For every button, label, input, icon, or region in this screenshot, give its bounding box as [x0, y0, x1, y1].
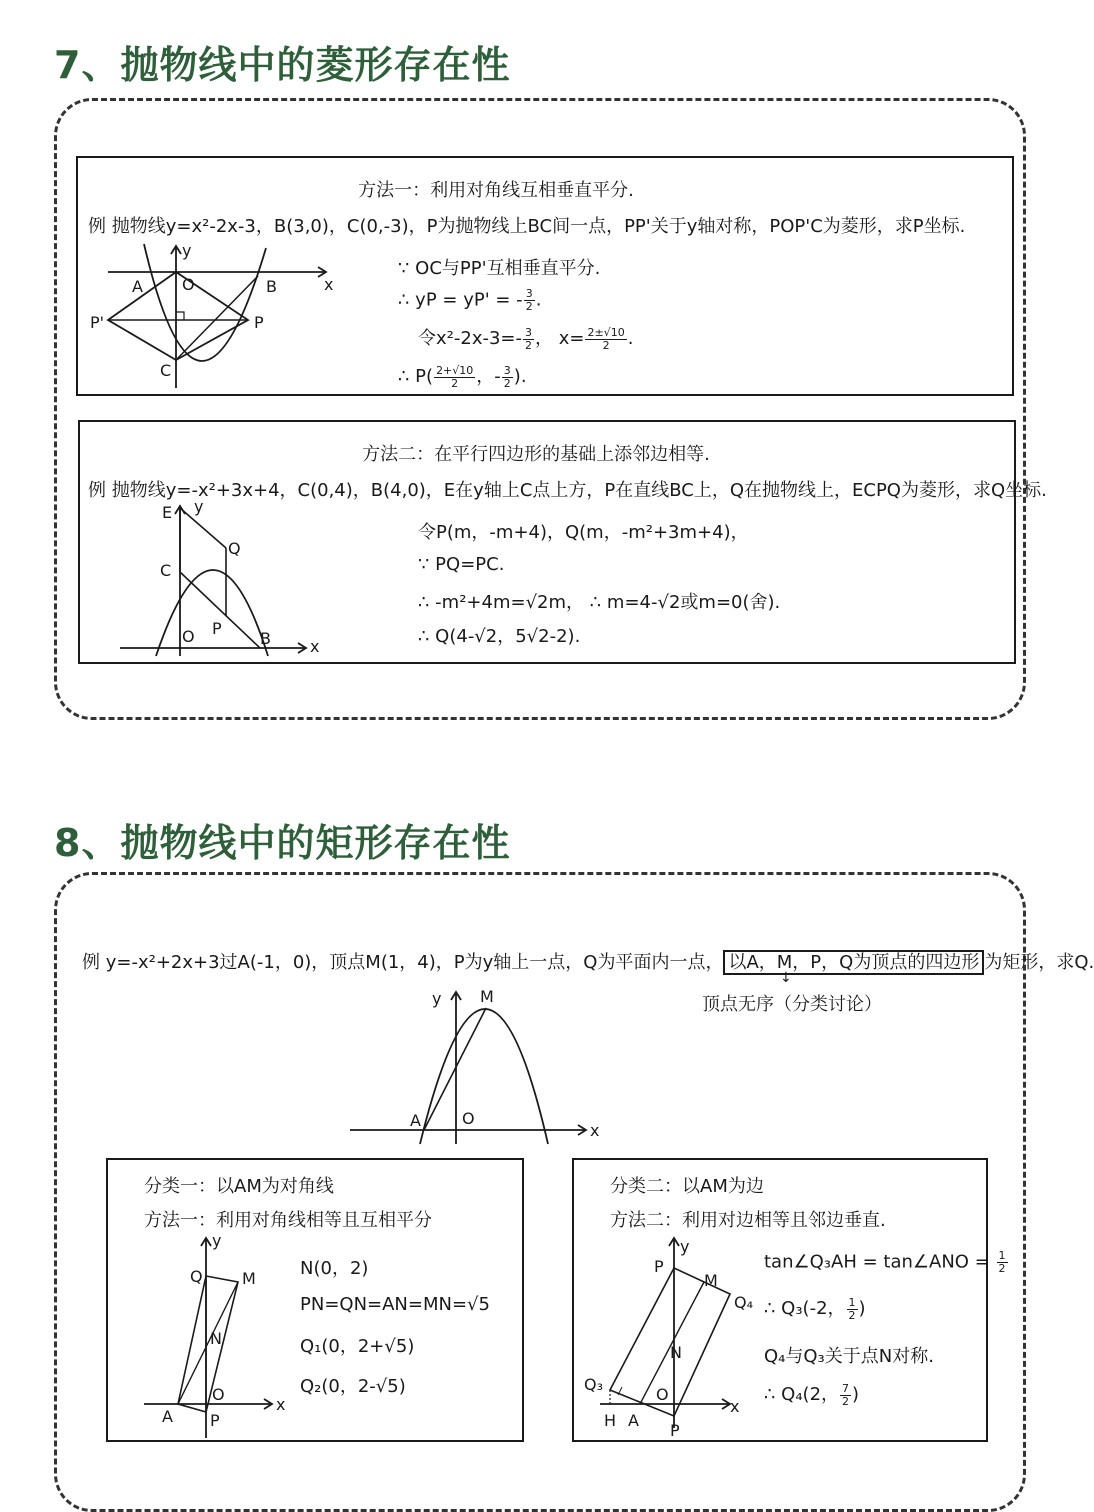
frac-num: 3 [503, 363, 511, 377]
fig1-label-p-prime: P' [90, 313, 105, 332]
problem-boxed-phrase: 以A，M，P，Q为顶点的四边形 [723, 950, 984, 975]
method-1-step-4 [398, 362, 527, 390]
step-3-mid: ， x= [535, 328, 585, 349]
problem-suffix: 为矩形，求Q. [984, 952, 1094, 973]
step-4-fraction-1 [434, 365, 475, 390]
step-3-text: 令x²-2x-3=- [418, 328, 522, 349]
frac-den: 2 [525, 300, 533, 313]
fig1-label-p: P [254, 313, 264, 332]
case2-label-q3: Q₃ [584, 1375, 604, 1394]
fig2-label-b: B [260, 629, 271, 648]
frac-den: 2 [842, 1394, 850, 1408]
step-4-sep: ，- [476, 366, 501, 387]
parabola-curve [420, 1009, 548, 1144]
case-2-line-3: Q₄与Q₃关于点N对称. [764, 1346, 934, 1367]
step-3-fraction-2 [585, 327, 626, 352]
parabola-curve [156, 570, 268, 656]
figure-case-2 [580, 1232, 760, 1440]
case1-label-y: y [212, 1231, 222, 1250]
figure-case-1 [140, 1232, 290, 1440]
case-2-method: 方法二：利用对边相等且邻边垂直. [610, 1210, 886, 1231]
case-1-line-3: Q₁(0，2+√5) [300, 1336, 415, 1357]
case1-label-o: O [212, 1385, 225, 1404]
case2-label-m: M [704, 1271, 718, 1290]
method-1-step-3: 令x²-2x-3=- $\frac{3}{2}$ ， x= $\frac{2\pm√10}{2}$ . [418, 325, 634, 352]
note-arrow: ↓ [780, 970, 792, 986]
case-2-heading: 分类二：以AM为边 [610, 1176, 764, 1197]
case1-label-q: Q [190, 1267, 203, 1286]
figure-main-parabola [346, 984, 616, 1148]
frac-num: 2+√10 [436, 363, 474, 377]
step-4-fraction-2 [502, 365, 513, 390]
fig2-label-o: O [182, 627, 195, 646]
frac-num: 3 [525, 287, 533, 300]
method-1-step-2: ∴ yP = yP' = - $\frac{3}{2}$ . [398, 287, 542, 313]
method-1-problem: 例 抛物线y=x²-2x-3，B(3,0)，C(0,-3)，P为抛物线上BC间一点，PP'关于y轴对称，POP'C为菱形，求P坐标. [88, 216, 966, 237]
fig2-label-c: C [160, 561, 172, 580]
case-2-line-1 [764, 1250, 1009, 1275]
line-4-text: ∴ Q₄(2， [764, 1384, 840, 1405]
section-8-problem [82, 948, 1094, 974]
case1-label-p: P [210, 1411, 220, 1430]
case2-label-h: H [604, 1411, 617, 1430]
step-4-text: ∴ P( [398, 366, 434, 387]
case2-label-y: y [680, 1237, 690, 1256]
case-1-line-1: N(0，2) [300, 1258, 369, 1279]
line-2-fraction [847, 1297, 858, 1322]
step-2-fraction [524, 288, 535, 313]
fig1-label-c: C [160, 361, 172, 380]
fig1-label-b: B [266, 277, 277, 296]
fig2-label-p: P [212, 619, 222, 638]
line-1-text: tan∠Q₃AH = tan∠ANO = [764, 1251, 996, 1273]
frac-den: 2 [602, 338, 610, 352]
case-1-heading: 分类一：以AM为对角线 [144, 1176, 334, 1197]
method-2-step-1: 令P(m，-m+4)，Q(m，-m²+3m+4)， [418, 522, 749, 543]
case2-label-p2: P [670, 1421, 680, 1440]
section-8-title: 8、抛物线中的矩形存在性 [54, 821, 511, 865]
case1-label-m: M [242, 1269, 256, 1288]
line-4-suffix: ) [852, 1384, 860, 1405]
case2-label-o: O [656, 1385, 669, 1404]
line-am [424, 1008, 486, 1130]
method-1-heading: 方法一：利用对角线互相垂直平分. [358, 180, 634, 201]
case-1-method: 方法一：利用对角线相等且互相平分 [144, 1210, 432, 1231]
case1-label-x: x [276, 1395, 286, 1414]
frac-den: 2 [525, 338, 532, 352]
step-3-fraction [523, 327, 534, 352]
method-2-step-2: ∵ PQ=PC. [418, 554, 505, 575]
frac-den: 2 [848, 1308, 856, 1322]
right-angle-mark [176, 312, 184, 320]
method-2-step-4: ∴ Q(4-√2，5√2-2). [418, 626, 581, 647]
case-2-line-2 [764, 1294, 866, 1322]
case-1-line-2: PN=QN=AN=MN=√5 [300, 1294, 490, 1315]
method-2-step-3: ∴ -m²+4m=√2m， ∴ m=4-√2或m=0(舍). [418, 592, 781, 613]
line-2-suffix: ) [858, 1298, 866, 1319]
case2-label-n: N [670, 1343, 682, 1362]
section-7-title: 7、抛物线中的菱形存在性 [54, 43, 511, 87]
fig2-label-y: y [194, 497, 204, 516]
fig2-label-q: Q [228, 539, 241, 558]
problem-prefix: 例 y=-x²+2x+3过A(-1，0)，顶点M(1，4)，P为y轴上一点，Q为平面内一点， [82, 952, 724, 973]
case2-label-p: P [654, 1257, 664, 1276]
case1-label-n: N [210, 1329, 222, 1348]
main-fig-label-a: A [410, 1111, 421, 1130]
fig1-label-y: y [182, 241, 192, 260]
line-1-fraction [997, 1250, 1008, 1275]
figure-rhombus-ecpq [110, 496, 340, 662]
rectangle-pq4pq3 [610, 1268, 730, 1416]
line-2-text: ∴ Q₃(-2， [764, 1298, 846, 1319]
case-1-line-4: Q₂(0，2-√5) [300, 1376, 406, 1397]
frac-num: 3 [525, 325, 532, 339]
fig2-label-e: E [162, 503, 173, 522]
frac-num: 1 [998, 1249, 1006, 1262]
fig1-label-o: O [182, 275, 195, 294]
main-fig-label-y: y [432, 989, 442, 1008]
fig1-label-x: x [324, 275, 334, 294]
main-fig-label-o: O [462, 1109, 475, 1128]
main-fig-label-x: x [590, 1121, 600, 1140]
frac-den: 2 [503, 376, 511, 390]
step-2-text: ∴ yP = yP' = - [398, 289, 523, 311]
frac-den: 2 [451, 376, 459, 390]
method-2-heading: 方法二：在平行四边形的基础上添邻边相等. [362, 444, 710, 465]
frac-num: 7 [842, 1381, 850, 1395]
figure-rhombus-parabola [88, 236, 348, 396]
diagonal-am [178, 1282, 238, 1404]
frac-num: 2±√10 [587, 325, 625, 339]
case2-label-a: A [628, 1411, 639, 1430]
case1-label-a: A [162, 1407, 173, 1426]
method-1-step-1: ∵ OC与PP'互相垂直平分. [398, 258, 601, 279]
method-2-problem: 例 抛物线y=-x²+3x+4，C(0,4)，B(4,0)，E在y轴上C点上方，P在直线BC上，Q在抛物线上，ECPQ为菱形，求Q坐标. [88, 480, 1047, 501]
case2-label-q4: Q₄ [734, 1293, 754, 1312]
line-4-fraction [840, 1383, 851, 1408]
frac-den: 2 [998, 1262, 1006, 1275]
note-classify: 顶点无序（分类讨论） [702, 994, 882, 1015]
main-fig-label-m: M [480, 987, 494, 1006]
case-2-line-4 [764, 1380, 859, 1408]
fig2-label-x: x [310, 637, 320, 656]
frac-num: 1 [848, 1295, 856, 1309]
step-4-suffix: ). [513, 366, 527, 387]
case2-label-x: x [730, 1397, 740, 1416]
fig1-label-a: A [132, 277, 143, 296]
rhombus-poplc [108, 272, 248, 360]
